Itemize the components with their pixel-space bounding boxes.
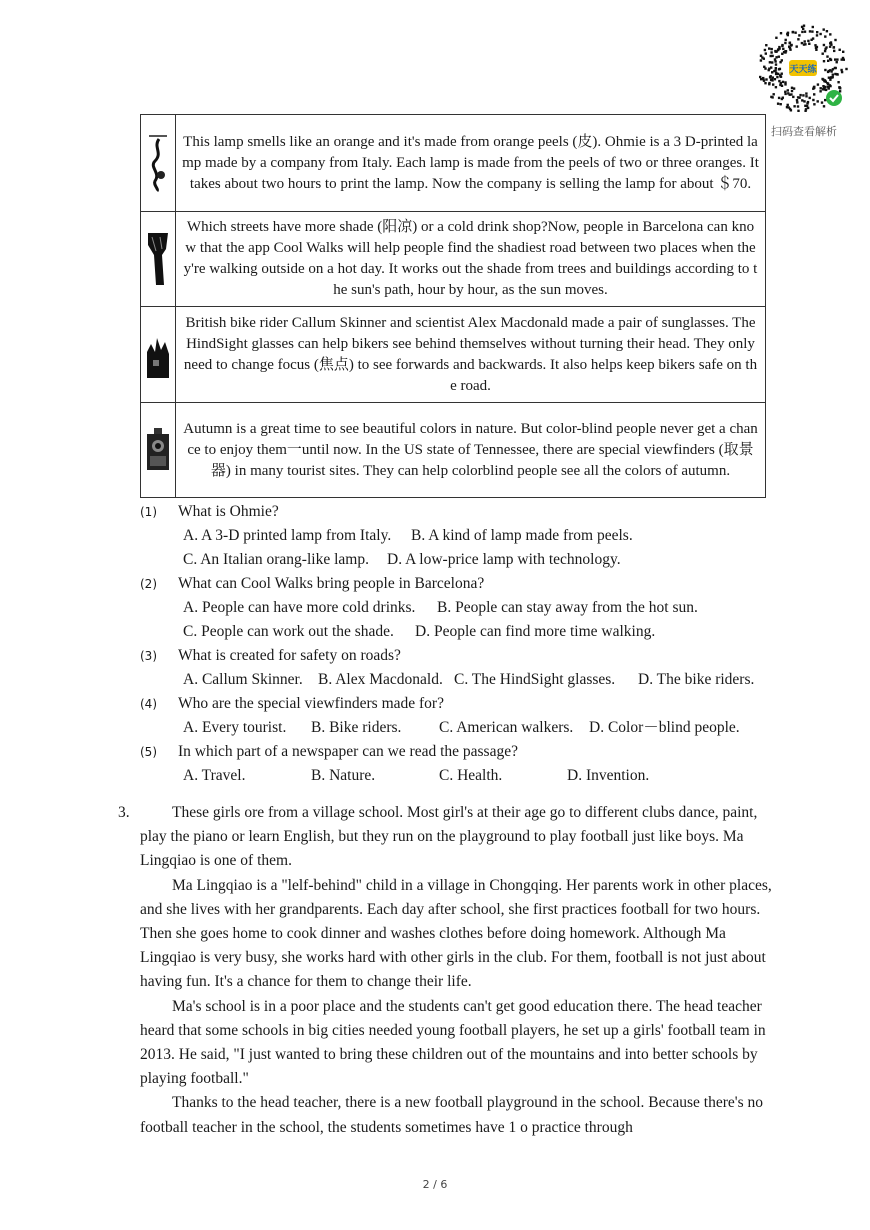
reading-passage (118, 801, 778, 1140)
paragraph: Ma's school is in a poor place and the students can't get good education there. The head teacher heard that some schools in big cities needed young football players, he set up a girls' football team in 2013. He said, "I just wanted to bring these children out of the mountains and into better schools by playing football." (140, 997, 766, 1088)
paragraph: These girls ore from a village school. Most girl's at their age go to different clubs dance, paint, play the piano or learn English, but they run on the playground to play football just like boys. Ma Lingqiao is one of them. (140, 804, 758, 870)
option-row (140, 668, 780, 692)
option-row (140, 596, 780, 620)
question (140, 740, 780, 764)
articles-table (140, 114, 766, 498)
option: D. Color－blind people. (589, 719, 740, 736)
viewfinder-image (145, 426, 171, 474)
paragraph: Thanks to the head teacher, there is a new football playground in the school. Because there's no football teacher in the school, the students sometimes have 1 o practice through (140, 1094, 763, 1136)
qr-logo-text: 天天练 (789, 65, 817, 75)
question-number: (1) (140, 505, 157, 519)
option-row (140, 764, 780, 788)
question-text: Who are the special viewfinders made for? (178, 695, 444, 712)
option: C. American walkers. (439, 719, 574, 736)
question (140, 644, 780, 668)
qr-code-image[interactable] (757, 22, 849, 114)
article-text: This lamp smells like an orange and it's made from orange peels (皮). Ohmie is a 3 D-printed lamp made by a company from Italy. Each lamp is made from the peels of two or three oranges. It takes about two hours to print the lamp. Now the company is selling the lamp for about ＄70. (176, 115, 766, 212)
option: C. Health. (439, 767, 503, 784)
article-text: Which streets have more shade (阳凉) or a cold drink shop?Now, people in Barcelona can know that the app Cool Walks will help people find the shadiest road between two places when they're walking outside on a hot day. It works out the shade from trees and buildings according to the sun's path, hour by hour, as the sun moves. (176, 212, 766, 307)
option: C. People can work out the shade. (183, 623, 394, 640)
option: A. Every tourist. (183, 719, 287, 736)
option: A. People can have more cold drinks. (183, 599, 416, 616)
option: B. Alex Macdonald. (318, 671, 443, 688)
option-row (140, 620, 780, 644)
bike-rider-image (145, 330, 171, 380)
question-text: In which part of a newspaper can we read the passage? (178, 743, 518, 760)
question (140, 572, 780, 596)
question-number: (5) (140, 745, 157, 759)
question-text: What can Cool Walks bring people in Barcelona? (178, 575, 485, 592)
option-row (140, 524, 780, 548)
option: B. Nature. (311, 767, 376, 784)
option: C. An Italian orang-like lamp. (183, 551, 369, 568)
question-text: What is created for safety on roads? (178, 647, 401, 664)
option: B. A kind of lamp made from peels. (411, 527, 633, 544)
article-text: Autumn is a great time to see beautiful colors in nature. But color-blind people never get a chance to enjoy them一until now. In the US state of Tennessee, there are special viewfinders (取景器) in many tourist sites. They can help colorblind people see all the colors of autumn. (176, 403, 766, 498)
question (140, 692, 780, 716)
question-number: (4) (140, 697, 157, 711)
street-shade-image (146, 231, 170, 287)
qr-caption: 扫码查看解析 (771, 125, 837, 138)
question-number: (2) (140, 577, 157, 591)
article-row (141, 403, 766, 498)
page-number: 2 / 6 (422, 1178, 448, 1191)
option-row (140, 716, 780, 740)
option: A. Callum Skinner. (183, 671, 303, 688)
question (140, 500, 780, 524)
question-text: What is Ohmie? (178, 503, 279, 520)
article-row (141, 212, 766, 307)
option: C. The HindSight glasses. (454, 671, 616, 688)
option: A. Travel. (183, 767, 246, 784)
option: D. A low-price lamp with technology. (387, 551, 621, 568)
option: D. People can find more time walking. (415, 623, 656, 640)
option-row (140, 548, 780, 572)
option: D. Invention. (567, 767, 650, 784)
question-number: (3) (140, 649, 157, 663)
option: D. The bike riders. (638, 671, 755, 688)
article-row (141, 115, 766, 212)
article-row (141, 307, 766, 403)
questions-section (140, 500, 780, 788)
option: B. Bike riders. (311, 719, 402, 736)
passage-number: 3. (118, 804, 130, 821)
paragraph: Ma Lingqiao is a "lelf-behind" child in a village in Chongqing. Her parents work in other places, and she lives with her grandparents. Each day after school, she first practices football for two hours. Then she goes home to cook dinner and washes clothes before doing homework. Although Ma Lingqiao is very busy, she works hard with other girls in the club. For them, football is not just about having fun. It's a chance for them to change their life. (140, 876, 772, 991)
option: B. People can stay away from the hot sun. (437, 599, 698, 616)
option: A. A 3-D printed lamp from Italy. (183, 527, 392, 544)
article-text: British bike rider Callum Skinner and scientist Alex Macdonald made a pair of sunglasses. The HindSight glasses can help bikers see behind themselves without turning their head. They only need to change focus (焦点) to see forwards and backwards. It also helps keep bikers safe on the road. (176, 307, 766, 403)
orange-lamp-image (145, 133, 171, 193)
